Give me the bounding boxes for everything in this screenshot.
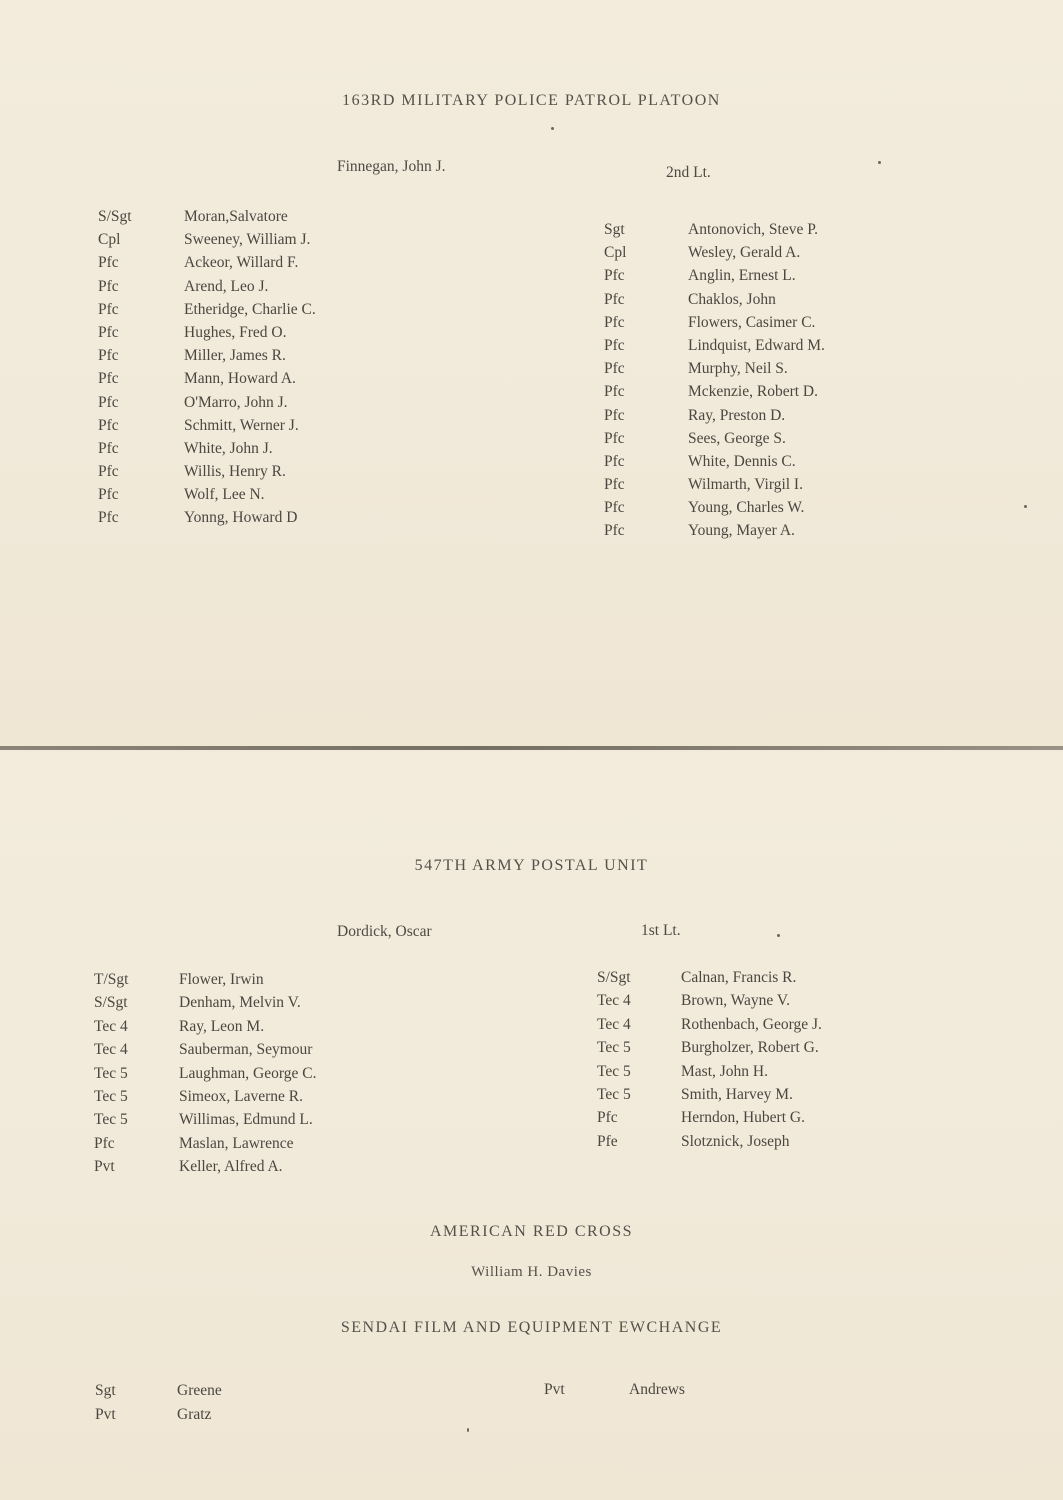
rank-label: Pfc (604, 429, 625, 447)
rank-label: Pfc (597, 1109, 618, 1127)
red-cross-member: William H. Davies (471, 1264, 592, 1280)
roster-row (98, 347, 418, 370)
rank-label: Tec 5 (94, 1064, 128, 1082)
rank-label: Pfc (98, 323, 119, 341)
member-name: Andrews (629, 1381, 685, 1398)
rank-label: Pvt (95, 1406, 116, 1423)
platoon-title: 163RD MILITARY POLICE PATROL PLATOON (342, 92, 721, 109)
roster-row (604, 522, 924, 545)
roster-row (98, 324, 418, 347)
rank-label: Tec 4 (597, 992, 631, 1010)
rank-label: Cpl (604, 244, 627, 262)
rank-label: S/Sgt (94, 994, 128, 1012)
roster-row (95, 1406, 415, 1430)
member-name: Denham, Melvin V. (179, 994, 301, 1012)
rank-label: Pfc (98, 416, 119, 434)
roster-row (604, 383, 924, 406)
postal-officer-rank: 1st Lt. (641, 922, 681, 939)
member-name: Sauberman, Seymour (179, 1041, 313, 1059)
member-name: Laughman, George C. (179, 1064, 317, 1082)
member-name: Sees, George S. (688, 429, 786, 447)
film-roster-left (95, 1382, 415, 1430)
member-name: White, John J. (184, 439, 273, 457)
rank-label: Tec 4 (597, 1015, 631, 1033)
roster-row (604, 291, 924, 314)
roster-row (604, 267, 924, 290)
member-name: Flower, Irwin (179, 971, 264, 988)
rank-label: Tec 5 (597, 1062, 631, 1080)
rank-label: Pfc (98, 439, 119, 457)
roster-row (98, 440, 418, 463)
rank-label: Pfc (604, 383, 625, 401)
red-cross-title: AMERICAN RED CROSS (429, 1223, 634, 1240)
member-name: Murphy, Neil S. (688, 360, 788, 378)
member-name: Ray, Preston D. (688, 406, 786, 424)
member-name: Gratz (177, 1406, 212, 1423)
rank-label: Tec 5 (597, 1085, 631, 1103)
member-name: Wolf, Lee N. (184, 486, 265, 504)
rank-label: Sgt (604, 221, 625, 238)
rank-label: Pfc (604, 499, 625, 517)
member-name: Anglin, Ernest L. (688, 267, 796, 285)
rank-label: Pfc (604, 360, 625, 378)
roster-row (94, 1088, 414, 1111)
rank-label: Pfc (604, 522, 625, 540)
rank-label: Pvt (94, 1158, 115, 1176)
rank-label: Tec 5 (597, 1039, 631, 1057)
member-name: Antonovich, Steve P. (688, 221, 819, 238)
rank-label: Sgt (95, 1382, 116, 1399)
member-name: Slotznick, Joseph (681, 1132, 790, 1150)
paper-speck (878, 161, 881, 164)
platoon-officer-rank: 2nd Lt. (666, 164, 711, 181)
member-name: Ackeor, Willard F. (184, 254, 299, 272)
member-name: Mann, Howard A. (184, 370, 296, 388)
roster-row (597, 969, 917, 992)
member-name: Hughes, Fred O. (184, 323, 287, 341)
member-name: White, Dennis C. (688, 452, 796, 470)
rank-label: Pfc (604, 313, 625, 331)
rank-label: Tec 5 (94, 1087, 128, 1105)
roster-row (597, 992, 917, 1015)
rank-label: Pfc (98, 393, 119, 411)
paper-speck (1024, 505, 1027, 508)
roster-row (604, 337, 924, 360)
rank-label: Pfc (604, 336, 625, 354)
rank-label: Pfc (98, 486, 119, 504)
member-name: Brown, Wayne V. (681, 992, 790, 1010)
roster-row (94, 971, 414, 994)
roster-row (597, 1109, 917, 1132)
platoon-roster-left (98, 208, 418, 533)
rank-label: Pfe (597, 1132, 618, 1150)
member-name: Moran,Salvatore (184, 208, 288, 225)
roster-row (98, 301, 418, 324)
member-name: Wilmarth, Virgil I. (688, 476, 803, 494)
rank-label: Pfc (98, 370, 119, 388)
member-name: Wesley, Gerald A. (688, 244, 801, 262)
member-name: Maslan, Lawrence (179, 1134, 294, 1152)
roster-row (98, 208, 418, 231)
rank-label: S/Sgt (597, 969, 631, 986)
member-name: Herndon, Hubert G. (681, 1109, 805, 1127)
member-name: Simeox, Laverne R. (179, 1087, 303, 1105)
rank-label: Pfc (604, 406, 625, 424)
rank-label: Pfc (98, 509, 119, 527)
postal-roster-right (597, 969, 917, 1156)
roster-row (597, 1063, 917, 1086)
roster-row (98, 486, 418, 509)
roster-row (604, 430, 924, 453)
postal-unit-title: 547TH ARMY POSTAL UNIT (414, 857, 649, 874)
member-name: Rothenbach, George J. (681, 1015, 822, 1033)
roster-row (604, 476, 924, 499)
member-name: Young, Mayer A. (688, 522, 795, 540)
roster-row (98, 278, 418, 301)
member-name: Smith, Harvey M. (681, 1085, 793, 1103)
member-name: Yonng, Howard D (184, 509, 298, 527)
roster-row (98, 370, 418, 393)
roster-row (604, 314, 924, 337)
page-fold-divider (0, 746, 1063, 750)
roster-row (544, 1381, 864, 1405)
rank-label: Pfc (98, 254, 119, 272)
rank-label: Pfc (94, 1134, 115, 1152)
roster-row (604, 221, 924, 244)
rank-label: Pfc (604, 290, 625, 308)
roster-row (94, 994, 414, 1017)
member-name: Burgholzer, Robert G. (681, 1039, 819, 1057)
rank-label: Pfc (98, 300, 119, 318)
platoon-roster-right (604, 221, 924, 546)
member-name: Keller, Alfred A. (179, 1158, 283, 1176)
roster-row (98, 417, 418, 440)
rank-label: Pfc (98, 347, 119, 365)
roster-row (94, 1065, 414, 1088)
roster-row (98, 231, 418, 254)
roster-row (94, 1041, 414, 1064)
roster-row (604, 244, 924, 267)
rank-label: T/Sgt (94, 971, 129, 988)
roster-row (98, 394, 418, 417)
member-name: Miller, James R. (184, 347, 286, 365)
member-name: Ray, Leon M. (179, 1017, 265, 1035)
rank-label: Pfc (604, 476, 625, 494)
rank-label: Pfc (98, 277, 119, 295)
roster-row (94, 1111, 414, 1134)
member-name: Calnan, Francis R. (681, 969, 797, 986)
roster-row (597, 1086, 917, 1109)
rank-label: Pfc (98, 463, 119, 481)
member-name: Chaklos, John (688, 290, 776, 308)
platoon-officer-name: Finnegan, John J. (337, 158, 446, 175)
roster-row (604, 360, 924, 383)
roster-row (98, 254, 418, 277)
paper-speck (777, 934, 780, 937)
roster-row (94, 1018, 414, 1041)
roster-row (597, 1133, 917, 1156)
roster-row (95, 1382, 415, 1406)
roster-row (98, 463, 418, 486)
member-name: Flowers, Casimer C. (688, 313, 816, 331)
member-name: Mast, John H. (681, 1062, 768, 1080)
rank-label: Pfc (604, 267, 625, 285)
rank-label: Pfc (604, 452, 625, 470)
roster-row (604, 407, 924, 430)
film-roster-right (544, 1381, 864, 1405)
member-name: Willimas, Edmund L. (179, 1111, 313, 1129)
rank-label: Pvt (544, 1381, 565, 1398)
roster-row (597, 1039, 917, 1062)
roster-row (604, 453, 924, 476)
member-name: Willis, Henry R. (184, 463, 286, 481)
rank-label: S/Sgt (98, 208, 132, 225)
rank-label: Tec 4 (94, 1017, 128, 1035)
roster-row (94, 1135, 414, 1158)
postal-officer-name: Dordick, Oscar (337, 923, 432, 940)
roster-row (94, 1158, 414, 1181)
roster-row (604, 499, 924, 522)
rank-label: Tec 4 (94, 1041, 128, 1059)
rank-label: Cpl (98, 231, 121, 249)
member-name: Sweeney, William J. (184, 231, 311, 249)
paper-speck (551, 127, 554, 130)
member-name: Mckenzie, Robert D. (688, 383, 818, 401)
paper-speck (467, 1428, 469, 1432)
member-name: Greene (177, 1382, 222, 1399)
member-name: Young, Charles W. (688, 499, 805, 517)
postal-roster-left (94, 971, 414, 1182)
member-name: O'Marro, John J. (184, 393, 288, 411)
member-name: Etheridge, Charlie C. (184, 300, 316, 318)
rank-label: Tec 5 (94, 1111, 128, 1129)
roster-row (98, 509, 418, 532)
member-name: Lindquist, Edward M. (688, 336, 825, 354)
roster-row (597, 1016, 917, 1039)
member-name: Arend, Leo J. (184, 277, 269, 295)
film-exchange-title: SENDAI FILM AND EQUIPMENT EWCHANGE (340, 1319, 723, 1336)
member-name: Schmitt, Werner J. (184, 416, 299, 434)
